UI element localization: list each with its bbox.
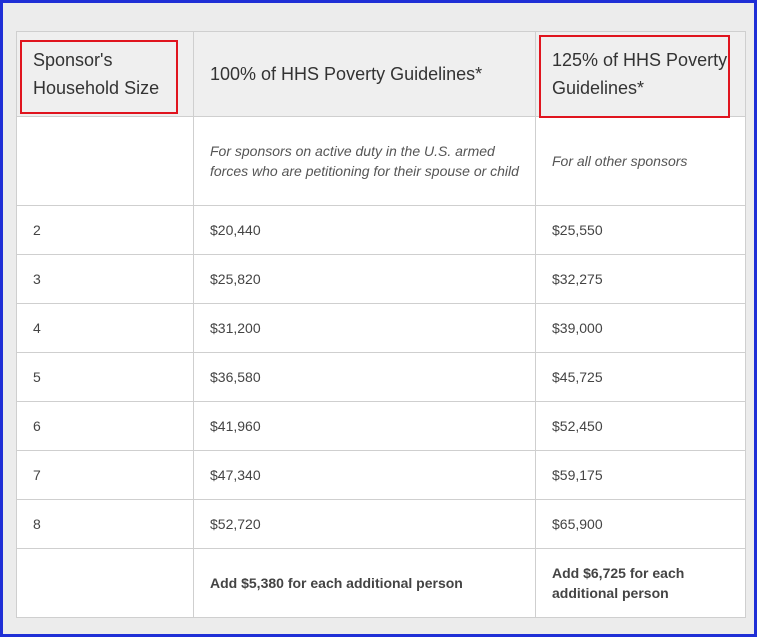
header-household-size-label: Sponsor's Household Size xyxy=(33,50,160,98)
cell-125-percent: $65,900 xyxy=(536,500,746,549)
cell-100-percent: $36,580 xyxy=(194,353,536,402)
table-row xyxy=(17,451,746,500)
cell-household-size: 7 xyxy=(17,451,194,500)
cell-100-percent: $41,960 xyxy=(194,402,536,451)
footer-cell-size xyxy=(17,549,194,618)
cell-125-percent: $25,550 xyxy=(536,206,746,255)
cell-100-percent: $47,340 xyxy=(194,451,536,500)
cell-125-percent: $45,725 xyxy=(536,353,746,402)
cell-household-size: 2 xyxy=(17,206,194,255)
footer-cell-100: Add $5,380 for each additional person xyxy=(194,549,536,618)
table-header-row xyxy=(17,32,746,117)
cell-125-percent: $59,175 xyxy=(536,451,746,500)
cell-125-percent: $32,275 xyxy=(536,255,746,304)
cell-household-size: 5 xyxy=(17,353,194,402)
header-100-percent-label: 100% of HHS Poverty Guidelines* xyxy=(210,64,483,84)
cell-100-percent: $20,440 xyxy=(194,206,536,255)
table-footer-row xyxy=(17,549,746,618)
table-subheader-row xyxy=(17,117,746,206)
table-row xyxy=(17,353,746,402)
cell-100-percent: $25,820 xyxy=(194,255,536,304)
poverty-guidelines-table xyxy=(16,31,746,618)
footer-cell-125: Add $6,725 for each additional person xyxy=(536,549,746,618)
cell-100-percent: $31,200 xyxy=(194,304,536,353)
header-125-percent xyxy=(536,32,746,117)
header-household-size xyxy=(17,32,194,117)
cell-household-size: 6 xyxy=(17,402,194,451)
table-row xyxy=(17,255,746,304)
cell-125-percent: $52,450 xyxy=(536,402,746,451)
table-row xyxy=(17,304,746,353)
header-100-percent xyxy=(194,32,536,117)
table-row xyxy=(17,206,746,255)
cell-125-percent: $39,000 xyxy=(536,304,746,353)
cell-household-size: 3 xyxy=(17,255,194,304)
subheader-cell-100: For sponsors on active duty in the U.S. armed forces who are petitioning for their spouse or child xyxy=(194,117,536,206)
table-row xyxy=(17,500,746,549)
cell-household-size: 8 xyxy=(17,500,194,549)
cell-100-percent: $52,720 xyxy=(194,500,536,549)
cell-household-size: 4 xyxy=(17,304,194,353)
table-row xyxy=(17,402,746,451)
highlight-box-125-percent xyxy=(539,35,730,118)
subheader-cell-125: For all other sponsors xyxy=(536,117,746,206)
subheader-cell-size xyxy=(17,117,194,206)
header-125-percent-label: 125% of HHS Poverty Guidelines* xyxy=(552,50,728,98)
